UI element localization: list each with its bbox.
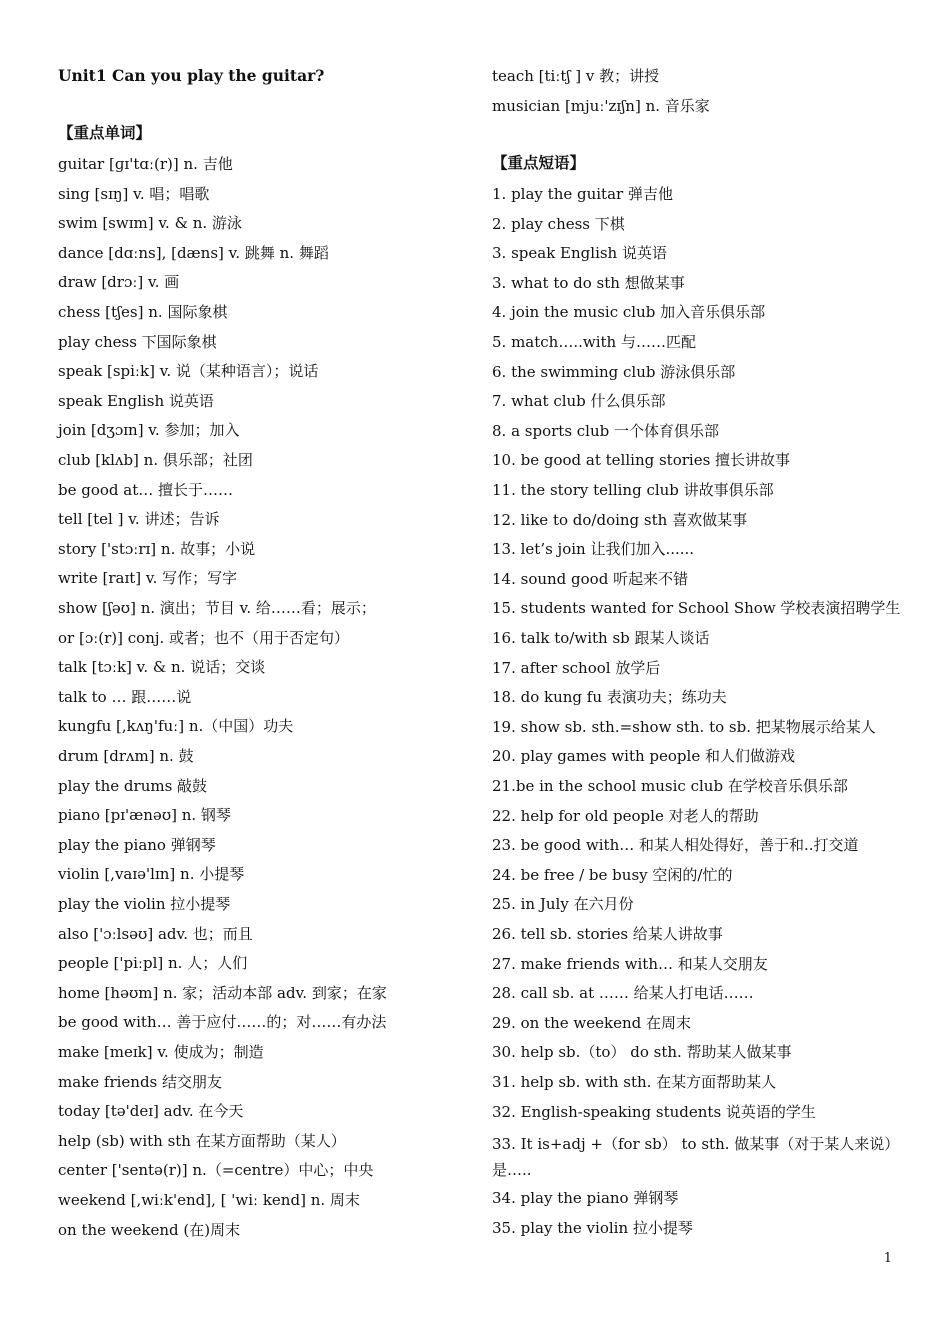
phrase-line: 6. the swimming club 游泳俱乐部 bbox=[492, 362, 736, 381]
phrase-line: 24. be free / be busy 空闲的/忙的 bbox=[492, 865, 733, 884]
vocab-line: help (sb) with sth 在某方面帮助（某人） bbox=[58, 1131, 346, 1150]
vocab-line: kungfu [,kʌŋ'fuː] n.（中国）功夫 bbox=[58, 717, 294, 736]
phrase-line: 4. join the music club 加入音乐俱乐部 bbox=[492, 303, 766, 322]
phrase-line: 14. sound good 听起来不错 bbox=[492, 569, 689, 588]
phrase-line: 17. after school 放学后 bbox=[492, 658, 661, 677]
phrase-line: 29. on the weekend 在周末 bbox=[492, 1013, 692, 1032]
vocab-line: or [ɔː(r)] conj. 或者；也不（用于否定句） bbox=[58, 628, 350, 647]
phrase-line: 22. help for old people 对老人的帮助 bbox=[492, 806, 759, 825]
vocab-line: be good with… 善于应付……的；对……有办法 bbox=[58, 1013, 387, 1032]
phrase-line: 11. the story telling club 讲故事俱乐部 bbox=[492, 481, 774, 499]
vocab-line: draw [drɔː] v. 画 bbox=[58, 273, 180, 292]
vocab-line: speak [spiːk] v. 说（某种语言）；说话 bbox=[58, 362, 319, 381]
phrase-line: 13. let’s join 让我们加入...... bbox=[492, 540, 695, 559]
phrase-line: 7. what club 什么俱乐部 bbox=[492, 392, 666, 411]
vocab-line: play the drums 敲鼓 bbox=[58, 776, 208, 795]
phrase-line: 3. what to do sth 想做某事 bbox=[492, 273, 685, 292]
vocab-line: home [həʊm] n. 家；活动本部 adv. 到家；在家 bbox=[58, 983, 387, 1002]
vocab-line: center ['sentə(r)] n.（=centre）中心；中央 bbox=[58, 1161, 374, 1180]
phrase-line: 8. a sports club 一个体育俱乐部 bbox=[492, 421, 720, 440]
vocab-line: write [raɪt] v. 写作；写字 bbox=[58, 569, 238, 588]
vocab-line: play chess 下国际象棋 bbox=[58, 332, 217, 351]
vocab-line: swim [swɪm] v. & n. 游泳 bbox=[58, 214, 242, 233]
page-number: 1 bbox=[883, 1251, 892, 1266]
phrase-line: 34. play the piano 弹钢琴 bbox=[492, 1189, 679, 1208]
vocab-line: make friends 结交朋友 bbox=[58, 1072, 223, 1091]
phrase-line: 21.be in the school music club 在学校音乐俱乐部 bbox=[492, 777, 848, 795]
vocab-line: make [meɪk] v. 使成为；制造 bbox=[58, 1043, 264, 1061]
phrase-line: 26. tell sb. stories 给某人讲故事 bbox=[492, 925, 723, 943]
phrase-line: 10. be good at telling stories 擅长讲故事 bbox=[492, 451, 791, 470]
phrase-line: 19. show sb. sth.=show sth. to sb. 把某物展示给某人 bbox=[492, 717, 876, 736]
phrase-line: 30. help sb.（to） do sth. 帮助某人做某事 bbox=[492, 1043, 792, 1062]
vocab-line: play the violin 拉小提琴 bbox=[58, 895, 231, 913]
vocab-line: tell [tel ] v. 讲述；告诉 bbox=[58, 510, 220, 529]
vocab-line: story ['stɔːrɪ] n. 故事；小说 bbox=[58, 539, 256, 558]
phrase-line: 3. speak English 说英语 bbox=[492, 244, 667, 263]
vocab-line: drum [drʌm] n. 鼓 bbox=[58, 747, 194, 765]
vocab-line: dance [dɑːns], [dæns] v. 跳舞 n. 舞蹈 bbox=[58, 243, 329, 262]
vocab-line: chess [tʃes] n. 国际象棋 bbox=[58, 303, 228, 321]
phrase-line: 31. help sb. with sth. 在某方面帮助某人 bbox=[492, 1073, 777, 1091]
vocab-line: speak English 说英语 bbox=[58, 391, 214, 410]
phrase-line: 15. students wanted for School Show 学校表演招聘学生 bbox=[492, 599, 901, 618]
unit-title: Unit1 Can you play the guitar? bbox=[58, 66, 325, 85]
vocab-line: also ['ɔːlsəʊ] adv. 也；而且 bbox=[58, 924, 253, 943]
vocab-line: weekend [,wiːk'end], [ 'wiː kend] n. 周末 bbox=[58, 1191, 360, 1209]
phrase-line: 23. be good with… 和某人相处得好，善于和..打交道 bbox=[492, 836, 859, 855]
phrase-line: 35. play the violin 拉小提琴 bbox=[492, 1218, 693, 1237]
phrase-line: 28. call sb. at …… 给某人打电话…… bbox=[492, 984, 754, 1003]
vocab-line: talk [tɔːk] v. & n. 说话；交谈 bbox=[58, 658, 266, 677]
vocab-line: join [dʒɔɪn] v. 参加；加入 bbox=[58, 421, 240, 440]
phrase-line: 25. in July 在六月份 bbox=[492, 895, 634, 914]
vocab-line: teach [tiːtʃ ] v 教；讲授 bbox=[492, 67, 660, 85]
phrase-line: 32. English-speaking students 说英语的学生 bbox=[492, 1102, 816, 1121]
vocab-line: people ['piːpl] n. 人；人们 bbox=[58, 954, 248, 973]
vocab-line: violin [,vaɪə'lɪn] n. 小提琴 bbox=[58, 865, 245, 884]
vocab-line: talk to … 跟……说 bbox=[58, 687, 192, 706]
phrase-line: 2. play chess 下棋 bbox=[492, 214, 625, 233]
phrase-line: 12. like to do/doing sth 喜欢做某事 bbox=[492, 510, 748, 529]
vocab-heading: 【重点单词】 bbox=[58, 124, 152, 142]
phrase-line: 5. match…..with 与……匹配 bbox=[492, 333, 696, 351]
vocab-line: show [ʃəʊ] n. 演出；节目 v. 给……看；展示； bbox=[58, 599, 376, 617]
vocab-line: club [klʌb] n. 俱乐部；社团 bbox=[58, 451, 253, 469]
vocab-line: musician [mjuː'zɪʃn] n. 音乐家 bbox=[492, 96, 710, 115]
phrase-line: 27. make friends with… 和某人交朋友 bbox=[492, 954, 768, 973]
phrase-line: 1. play the guitar 弹吉他 bbox=[492, 185, 673, 203]
phrase-line: 33. It is+adj +（for sb） to sth. 做某事（对于某人来说）是….. bbox=[492, 1135, 900, 1180]
phrase-line: 20. play games with people 和人们做游戏 bbox=[492, 747, 795, 766]
phrase-line: 18. do kung fu 表演功夫；练功夫 bbox=[492, 688, 727, 707]
vocab-line: play the piano 弹钢琴 bbox=[58, 835, 216, 854]
vocab-line: today [tə'deɪ] adv. 在今天 bbox=[58, 1102, 244, 1121]
vocab-line: sing [sɪŋ] v. 唱；唱歌 bbox=[58, 184, 210, 203]
phrase-line: 16. talk to/with sb 跟某人谈话 bbox=[492, 629, 710, 647]
phrase-heading: 【重点短语】 bbox=[492, 154, 586, 172]
vocab-line: on the weekend (在)周末 bbox=[58, 1220, 241, 1239]
vocab-line: be good at… 擅长于…… bbox=[58, 480, 234, 499]
vocab-line: piano [pɪ'ænəʊ] n. 钢琴 bbox=[58, 806, 231, 825]
vocab-line: guitar [ɡɪ'tɑː(r)] n. 吉他 bbox=[58, 155, 233, 173]
